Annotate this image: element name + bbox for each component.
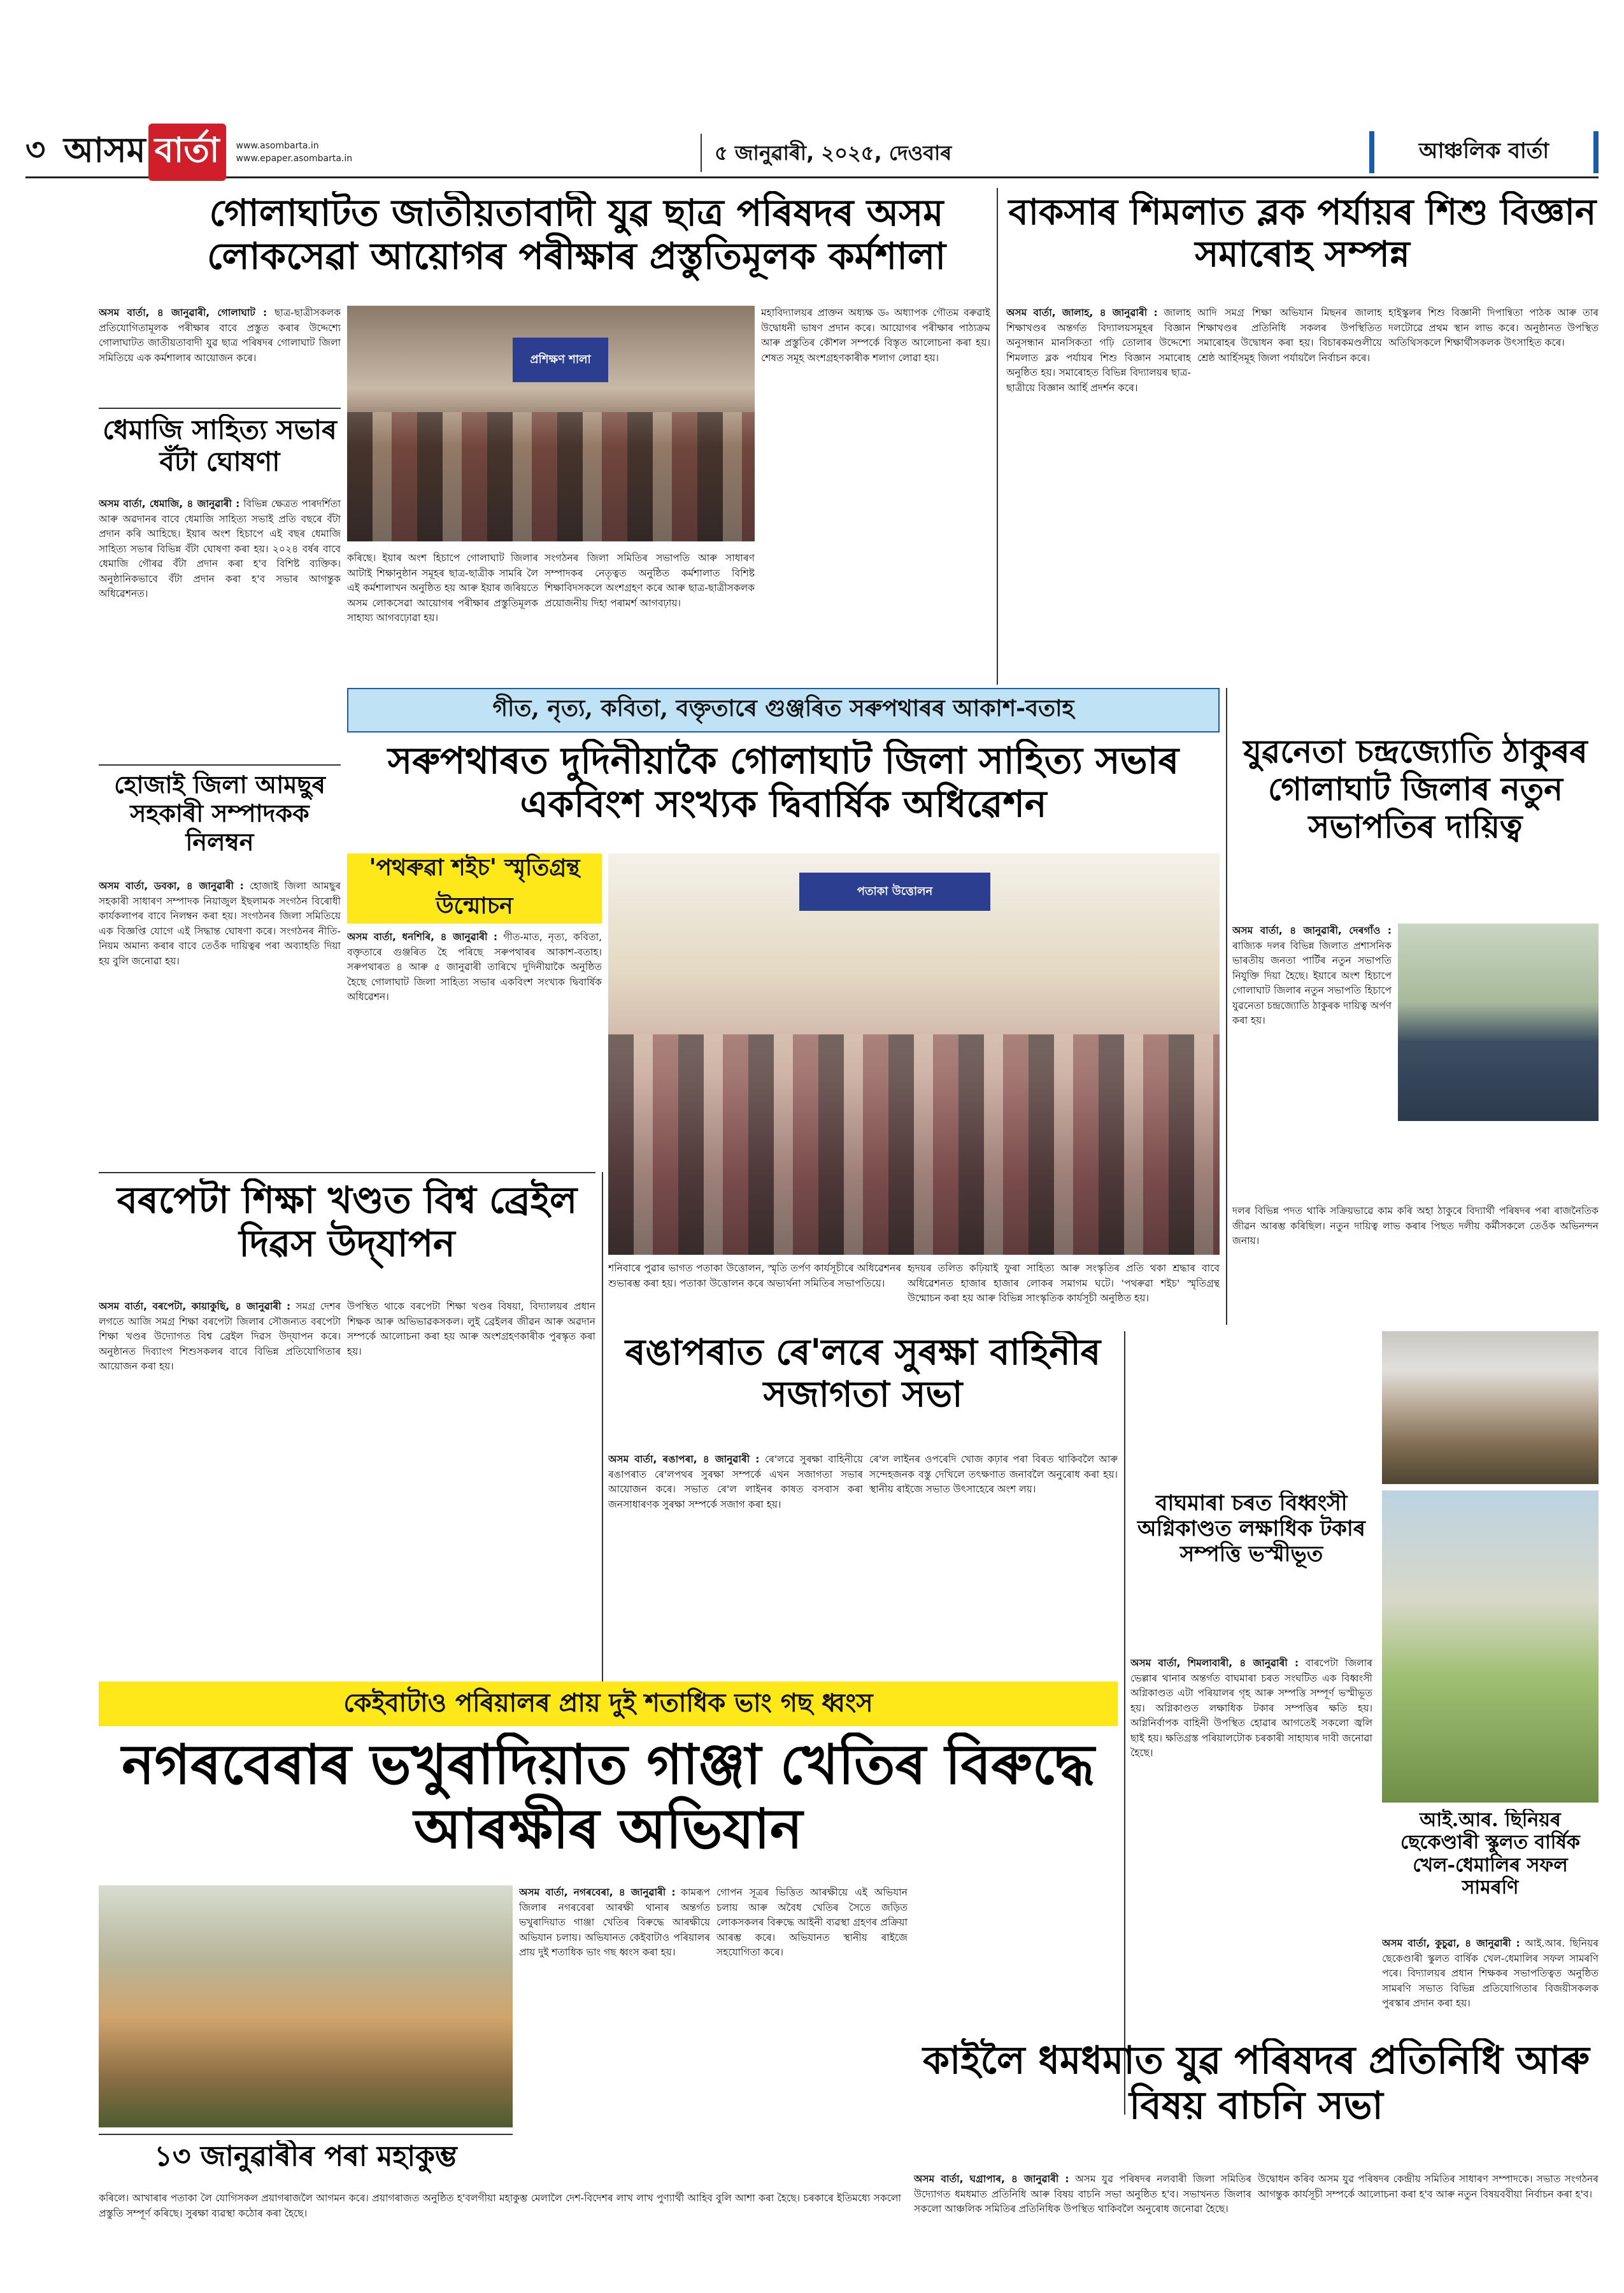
- school-sports-body: [1382, 1936, 1599, 2032]
- section-label: আঞ্চলিক বাৰ্তা: [1369, 131, 1599, 173]
- baksa-science-col2: আদি সমগ্ৰ শিক্ষা অভিযান মিছনৰ জালাহ শিক্ষাখণ্ডৰ প্ৰতিনিধি সকলৰ উপস্থিতিত সমাৰোহৰ উদ্বোধন কৰা হয়। বিচাৰকমণ্ডলীয়ে শ্ৰেষ্ঠ আৰ্হিসমূহ জিলা পৰ্যায়লৈ নিৰ্বাচন কৰে।: [1197, 307, 1382, 364]
- section-divider: [99, 2134, 513, 2135]
- issue-date: ৫ জানুৱাৰী, ২০২৫, দেওবাৰ: [701, 134, 951, 172]
- article-text: বাৰপেটা জিলাৰ ভেল্লাৰ থানাৰ অন্তৰ্গত বাঘমাৰা চৰত সংঘটিত এক বিধ্বংসী অগ্নিকাণ্ডত এটা পৰিয়ালৰ গৃহ আৰু সম্পত্তি সম্পূৰ্ণ ভস্মীভূত হয়। অগ্নিকাণ্ডত লক্ষাধিক টকাৰ সম্পত্তিৰ ক্ষতি হয়। অগ্নিনিৰ্বাপক বাহিনী উপস্থিত হোৱাৰ আগতেই সকলো জ্বলি ছাই হয়। ক্ষতিগ্ৰস্ত পৰিয়ালটোক চৰকাৰী সাহায্যৰ দাবী জনোৱা হৈছে।: [1130, 1657, 1372, 1759]
- chandrajyoti-portrait: [1398, 924, 1599, 1121]
- sarupathar-headline: সৰুপথাৰত দুদিনীয়াকৈ গোলাঘাট জিলা সাহিত্য সভাৰ একবিংশ সংখ্যক দ্বিবাৰ্ষিক অধিৱেশন: [387, 739, 1179, 826]
- workshop-banner: প্ৰশিক্ষণ শালা: [513, 338, 608, 382]
- article-text: ছাত্ৰ-ছাত্ৰীসকলক প্ৰতিযোগিতামূলক পৰীক্ষাৰ বাবে প্ৰস্তুত কৰাৰ উদ্দেশ্যে গোলাঘাটত জাতীয়তাবাদী যুৱ ছাত্ৰ পৰিষদৰ গোলাঘাট জিলা সমিতিয়ে এক কৰ্মশালাৰ আয়োজন কৰে।: [99, 307, 341, 364]
- chandrajyoti-headline: যুৱনেতা চন্দ্ৰজ্যোতি ঠাকুৰৰ গোলাঘাট জিলাৰ নতুন সভাপতিৰ দায়িত্ব: [1243, 732, 1588, 845]
- site-urls: [236, 139, 353, 165]
- hojai-headline: হোজাই জিলা আমছুৰ সহকাৰী সম্পাদকক নিলম্বন: [114, 771, 325, 856]
- bagmara-headline: বাঘমাৰা চৰত বিধ্বংসী অগ্নিকাণ্ডত লক্ষাধিক টকাৰ সম্পত্তি ভস্মীভূত: [1137, 1490, 1365, 1568]
- golaghat-workshop-col-a: কৰিছে। ইয়াৰ অংশ হিচাপে গোলাঘাট জিলাৰ আটাই শিক্ষানুষ্ঠান সমূহৰ ছাত্ৰ-ছাত্ৰীক সামৰি লৈ এই কৰ্মশালাখন অনুষ্ঠিত হয় আৰু ইয়াৰ জৰিয়তে অসম লোকসেৱা আয়োগৰ পৰীক্ষাৰ প্ৰস্তুতিমূলক সাহায্য আগবঢ়োৱা হয়।: [347, 552, 538, 624]
- dateline-lead: অসম বাৰ্তা, ধনশিৰি, ৪ জানুৱাৰী :: [347, 931, 498, 943]
- school-sports-headline-visible: আই.আৰ. ছিনিয়ৰ ছেকেণ্ডাৰী স্কুলত বাৰ্ষিক খেল-ধেমালিৰ সফল সামৰণি: [1400, 1809, 1580, 1899]
- article-text: বিভিন্ন ক্ষেত্ৰত পাৰদৰ্শিতা আৰু অৱদানৰ বাবে ধেমাজি সাহিত্য সভাই প্ৰতি বছৰে বঁটা প্ৰদান কৰি আহিছে। ইয়াৰ অংশ হিচাপে এই বছৰ ধেমাজি সাহিত্য সভাৰ বিভিন্ন বঁটা ঘোষণা কৰা হয়। ২০২৪ বৰ্ষৰ বাবে ধেমাজি গৌৰৱ বঁটা প্ৰদান কৰা হ'ব বিশিষ্ট ব্যক্তিক। অনুষ্ঠানিকভাবে বঁটা প্ৰদান কৰা হ'ব সভাৰ আগন্তুক অধিৱেশনত।: [99, 498, 341, 600]
- dateline-lead: অসম বাৰ্তা, ৪ জানুৱাৰী, দেৰগাঁও :: [1232, 925, 1392, 936]
- dateline-lead: অসম বাৰ্তা, ঘগ্ৰাপাৰ, ৪ জানুৱাৰী :: [914, 2173, 1069, 2185]
- article-text: গীত-মাত, নৃত্য, কবিতা, বক্তৃতাৰে গুঞ্জৰিত হৈ পৰিছে সৰুপথাৰৰ আকাশ-বতাহ। সৰুপথাৰত ৪ আৰু ৫ জানুৱাৰী তাৰিখে দুদিনীয়াকৈ অনুষ্ঠিত হৈছে গোলাঘাট জিলা সাহিত্য সভাৰ একবিংশ সংখ্যক দ্বিবাৰ্ষিক অধিৱেশন।: [347, 931, 602, 1003]
- site-url[interactable]: www.asombarta.in: [236, 140, 319, 151]
- braille-col1: [99, 1299, 341, 1675]
- dateline-lead: অসম বাৰ্তা, কুচুৱা, ৪ জানুৱাৰী :: [1382, 1938, 1520, 1949]
- bagmara-fire-photo: [1382, 1331, 1599, 1484]
- golaghat-workshop-intro: [99, 306, 341, 401]
- column-divider: [1124, 1331, 1125, 2115]
- sarupathar-photo: [608, 854, 1220, 1255]
- nagarbera-col1: [519, 1885, 710, 2127]
- sarupathar-sub-band: 'পথৰুৱা শইচ' স্মৃতিগ্ৰন্থ উন্মোচন: [347, 854, 602, 924]
- photo-audience: [347, 412, 755, 542]
- dhemaji-body: [99, 497, 341, 758]
- nagarbera-headline: নগৰবেৰাৰ ভখুৰাদিয়াত গাঞ্জা খেতিৰ বিৰুদ্ধে আৰক্ষীৰ অভিযান: [122, 1732, 1095, 1862]
- epaper-url[interactable]: www.epaper.asombarta.in: [236, 153, 353, 164]
- baksa-science-headline: বাকসাৰ শিমলাত ব্লক পৰ্যায়ৰ শিশু বিজ্ঞান সমাৰোহ সম্পন্ন: [1008, 191, 1597, 276]
- mahakumbha-headline: ১৩ জানুৱাৰীৰ পৰা মহাকুম্ভ: [154, 2140, 457, 2173]
- chandrajyoti-col1: [1232, 924, 1392, 1197]
- logo-part-2: বাৰ্তা: [148, 124, 226, 181]
- article-text: জালাহ শিক্ষাখণ্ডৰ অন্তৰ্গত বিদ্যালয়সমূহৰ বিজ্ঞান অনুসন্ধান মানসিকতা গঢ়ি তোলাৰ উদ্দেশ্যে শিমলাত ব্লক পৰ্যায়ৰ শিশু বিজ্ঞান সমাৰোহ অনুষ্ঠিত হয়। সমাৰোহত বিভিন্ন বিদ্যালয়ৰ ছাত্ৰ-ছাত্ৰীয়ে বিজ্ঞান আৰ্হি প্ৰদৰ্শন কৰে।: [1006, 307, 1191, 394]
- dhamdhama-headline: কাইলৈ ধমধমাত যুৱ পৰিষদৰ প্ৰতিনিধি আৰু বিষয় বাচনি সভা: [923, 2038, 1590, 2128]
- article-text: কামৰূপ জিলাৰ নগৰবেৰা আৰক্ষী থানাৰ অন্তৰ্গত ভখুৰাদিয়াত গাঞ্জা খেতিৰ বিৰুদ্ধে আৰক্ষীয়ে অভিযান চলায়। অভিযানত কেইবাটাও পৰিয়ালৰ প্ৰায় দুই শতাধিক ভাং গছ ধ্বংস কৰা হয়।: [519, 1887, 710, 1959]
- golaghat-workshop-col-b: সংগঠনৰ জিলা সমিতিৰ সভাপতি আৰু সাধাৰণ সম্পাদকৰ নেতৃত্বত অনুষ্ঠিত কৰ্মশালাত বিশিষ্ট শিক্ষাবিদসকলে অংশগ্ৰহণ কৰে আৰু ছাত্ৰ-ছাত্ৰীসকলক প্ৰয়োজনীয় দিহা পৰামৰ্শ আগবঢ়ায়।: [545, 552, 755, 609]
- section-divider: [99, 764, 341, 766]
- rangapara-col1: [608, 1452, 863, 1675]
- dateline-lead: অসম বাৰ্তা, জালাহ, ৪ জানুৱাৰী :: [1006, 307, 1158, 318]
- mahakumbha-body: কৰিলে। আখাৰাৰ পতাকা লৈ যোগিসকল প্ৰয়াগৰাজলৈ আগমন কৰে। প্ৰয়াগৰাজত অনুষ্ঠিত হ'বলগীয়া মহাকুম্ভ মেলালৈ দেশ-বিদেশৰ লাখ লাখ পুণ্যাৰ্থী আহিব বুলি আশা কৰা হৈছে। চৰকাৰে ইতিমধ্যে সকলো প্ৰস্তুতি সম্পূৰ্ণ কৰিছে। সুৰক্ষা ব্যৱস্থা কঠোৰ কৰা হৈছে।: [99, 2192, 901, 2219]
- dhemaji-headline: ধেমাজি সাহিত্য সভাৰ বঁটা ঘোষণা: [103, 414, 337, 477]
- column-divider: [602, 1172, 603, 1682]
- golaghat-workshop-photo: [347, 306, 755, 541]
- dateline-lead: অসম বাৰ্তা, ডবকা, ৪ জানুৱাৰী :: [99, 880, 244, 892]
- column-divider: [997, 188, 998, 685]
- article-text: ৰাজ্যিক দলৰ বিভিন্ন জিলাত প্ৰশাসনিক ভাৰতীয় জনতা পাৰ্টিৰ নতুন সভাপতি নিযুক্তি দিয়া হৈছে। ইয়াৰে অংশ হিচাপে গোলাঘাট জিলাৰ নতুন সভাপতি হিচাপে যুৱনেতা চন্দ্ৰজ্যোতি ঠাকুৰক দায়িত্ব অৰ্পণ কৰা হয়।: [1232, 939, 1392, 1027]
- dateline-lead: অসম বাৰ্তা, ৰঙাপৰা, ৪ জানুৱাৰী :: [608, 1454, 760, 1465]
- nagarbera-kicker-band: কেইবাটাও পৰিয়ালৰ প্ৰায় দুই শতাধিক ভাং গছ ধ্বংস: [99, 1682, 1118, 1726]
- dateline-lead: অসম বাৰ্তা, নগৰবেৰা, ৪ জানুৱাৰী :: [519, 1887, 676, 1898]
- article-text: অসম যুৱ পৰিষদৰ নলবাৰী জিলা সমিতিৰ উদ্যোগত ধমধমাত প্ৰতিনিধি আৰু বিষয় বাচনি সভা অনুষ্ঠিত হ'ব। সভাখনত জিলাৰ সকলো আঞ্চলিক সমিতিৰ প্ৰতিনিধিক উপস্থিত থাকিবলৈ অনুৰোধ জনোৱা হৈছে।: [914, 2173, 1251, 2215]
- nagarbera-raid-photo: [99, 1885, 513, 2127]
- hojai-body: [99, 879, 341, 1166]
- dhamdhama-col1: [914, 2172, 1251, 2280]
- chandrajyoti-col2: দলৰ বিভিন্ন পদত থাকি সক্ৰিয়ভাৱে কাম কৰি অহা ঠাকুৰে বিদ্যাৰ্থী পৰিষদৰ পৰা ৰাজনৈতিক জীৱন আৰম্ভ কৰিছিল। নতুন দায়িত্ব লাভ কৰাৰ পিছত দলীয় কৰ্মীসকলে তেওঁক অভিনন্দন জনায়।: [1232, 1205, 1599, 1247]
- section-divider: [99, 1172, 595, 1173]
- article-text: হোজাই জিলা আমছুৰ সহকাৰী সাধাৰণ সম্পাদক নিয়াজুল ইছলামক সংগঠন বিৰোধী কাৰ্যকলাপৰ বাবে নিলম্বন কৰা হয়। সংগঠনৰ জিলা সমিতিয়ে এক বিজ্ঞপ্তি যোগে এই সিদ্ধান্ত ঘোষণা কৰে। সংগঠনৰ নীতি-নিয়ম অমান্য কৰাৰ বাবে তেওঁক দায়িত্বৰ পৰা অব্যাহতি দিয়া হয় বুলি জনোৱা হয়।: [99, 880, 341, 967]
- photo-audience: [608, 1034, 1220, 1255]
- dhamdhama-col2: উদ্বোধন কৰিব অসম যুৱ পৰিষদৰ কেন্দ্ৰীয় সমিতিৰ সাধাৰণ সম্পাদকে। সভাত সংগঠনৰ আগন্তুক কাৰ্যসূচী সম্পৰ্কে আলোচনা কৰা হ'ব আৰু নতুন বিষয়ববীয়া নিৰ্বাচন কৰা হ'ব।: [1258, 2173, 1599, 2200]
- stage-banner: পতাকা উত্তোলন: [799, 873, 990, 911]
- nagarbera-col2: গোপন সূত্ৰৰ ভিত্তিত আৰক্ষীয়ে এই অভিযান চলায় আৰু অবৈধ খেতিৰ সৈতে জড়িত লোকসকলৰ বিৰুদ্ধে আইনী ব্যৱস্থা গ্ৰহণৰ প্ৰক্ৰিয়া আৰম্ভ কৰে। অভিযানত স্থানীয় ৰাইজে সহযোগিতা কৰে।: [716, 1887, 908, 1959]
- baksa-science-col1: [1006, 306, 1191, 688]
- braille-col2: উপস্থিত থাকে বৰপেটা শিক্ষা খণ্ডৰ বিষয়া, বিদ্যালয়ৰ প্ৰধান শিক্ষক আৰু অভিভাৱকসকল। লুই ব্ৰেইলৰ জীৱন আৰু অৱদান সম্পৰ্কে আলোচনা কৰা হয় আৰু অংশগ্ৰহণকাৰীক পুৰস্কৃত কৰা হয়।: [347, 1301, 595, 1357]
- braille-headline: বৰপেটা শিক্ষা খণ্ডত বিশ্ব ব্ৰেইল দিৱস উদ্‌যাপন: [117, 1178, 578, 1266]
- logo-part-1: আসম: [64, 129, 146, 170]
- baksa-science-col3: হাইস্কুলৰ শিশু বিজ্ঞানী দিপান্বিতা পাঠক আৰু তাৰ দলটোৱে প্ৰথম স্থান লাভ কৰে। অনুষ্ঠানত উপস্থিত অতিথিসকলে শিক্ষাৰ্থীসকলক উৎসাহিত কৰে।: [1388, 307, 1599, 349]
- sarupathar-col3: হৃদয়ৰ তলিত কঢ়িয়াই ফুৰা সাহিত্য আৰু সংস্কৃতিৰ প্ৰতি থকা শ্ৰদ্ধাৰ বাবে অধিৱেশনত হাজাৰ হাজাৰ লোকৰ সমাগম ঘটে। 'পথৰুৱা শইচ' স্মৃতিগ্ৰন্থ উন্মোচন কৰা হয় আৰু বিভিন্ন সাংস্কৃতিক কাৰ্যসূচী অনুষ্ঠিত হয়।: [908, 1262, 1220, 1304]
- dateline-lead: অসম বাৰ্তা, বৰপেটা, কায়াকুছি, ৪ জানুৱাৰী :: [99, 1301, 291, 1312]
- rangapara-headline: ৰঙাপৰাত ৰে'লৰে সুৰক্ষা বাহিনীৰ সজাগতা সভা: [625, 1331, 1101, 1416]
- bagmara-scene-photo: [1382, 1490, 1599, 1803]
- dateline-lead: অসম বাৰ্তা, ৪ জানুৱাৰী, গোলাঘাট :: [99, 307, 267, 318]
- article-text: সমগ্ৰ দেশৰ লগতে আজি সমগ্ৰ শিক্ষা বৰপেটা জিলাৰ সৌজন্যত বৰপেটা শিক্ষা খণ্ডৰ উদ্যোগত বিশ্ব ব্ৰেইল দিৱস উদ্‌যাপন কৰে। অনুষ্ঠানত দিব্যাংগ শিশুসকলৰ বাবে বিভিন্ন প্ৰতিযোগিতাৰ আয়োজন কৰা হয়।: [99, 1301, 341, 1373]
- newspaper-logo[interactable]: [64, 130, 226, 175]
- article-text: আই.আৰ. ছিনিয়ৰ ছেকেণ্ডাৰী স্কুলত বাৰ্ষিক খেল-ধেমালিৰ সফল সামৰণি পৰে। বিদ্যালয়ৰ প্ৰধান শিক্ষকৰ সভাপতিত্বত অনুষ্ঠিত সামৰণি সভাত বিভিন্ন প্ৰতিযোগিতাৰ বিজয়ীসকলক পুৰস্কাৰ প্ৰদান কৰা হয়।: [1382, 1938, 1599, 2010]
- sarupathar-col2: শনিবাৰে পুৱাৰ ভাগত পতাকা উত্তোলন, স্মৃতি তৰ্পণ কাৰ্যসূচীৰে অধিৱেশনৰ শুভাৰম্ভ কৰা হয়। পতাকা উত্তোলন কৰে অভ্যৰ্থনা সমিতিৰ সভাপতিয়ে।: [608, 1262, 901, 1289]
- masthead: [25, 127, 1599, 178]
- dateline-lead: অসম বাৰ্তা, শিমলাবাৰী, ৪ জানুৱাৰী :: [1130, 1657, 1299, 1669]
- sarupathar-kicker-band: গীত, নৃত্য, কবিতা, বক্তৃতাৰে গুঞ্জৰিত সৰুপথাৰৰ আকাশ-বতাহ: [347, 688, 1220, 732]
- golaghat-workshop-col3: মহাবিদ্যালয়ৰ প্ৰাক্তন অধ্যক্ষ ড৹ অধ্যাপক গৌতম বৰুৱাই উদ্বোধনী ভাষণ প্ৰদান কৰে। আয়োগৰ পৰীক্ষাৰ পাঠ্যক্ৰম আৰু প্ৰস্তুতিৰ কৌশল সম্পৰ্কে বিস্তৃত আলোচনা কৰা হয়। শেষত সমূহ অংশগ্ৰহণকাৰীক শলাগ লোৱা হয়।: [761, 307, 990, 364]
- golaghat-workshop-headline: গোলাঘাটত জাতীয়তাবাদী যুৱ ছাত্ৰ পৰিষদৰ অসম লোকসেৱা আয়োগৰ পৰীক্ষাৰ প্ৰস্তুতিমূলক কৰ্মশালা: [206, 191, 946, 278]
- rangapara-col2: ৰে'ল লাইনৰ ওপৰেদি খোজ কঢ়াৰ পৰা বিৰত থাকিবলৈ আৰু সন্দেহজনক বস্তু দেখিলে তৎক্ষণাত জনাবলৈ অনুৰোধ কৰা হয়। স্থানীয় ৰাইজে সভাত উৎসাহেৰে অংশ লয়।: [869, 1454, 1118, 1496]
- article-text: ৰে'লৱে সুৰক্ষা বাহিনীয়ে ৰঙাপৰাত ৰে'লপথৰ সুৰক্ষা সম্পৰ্কে এখন সজাগতা সভাৰ আয়োজন কৰে। সভাত ৰে'ল লাইনৰ কাষত বসবাস কৰা জনসাধাৰণক সুৰক্ষা সম্পৰ্কে সজাগ কৰা হয়।: [608, 1454, 863, 1510]
- column-divider: [1226, 688, 1227, 1325]
- page-number: ৩: [25, 132, 46, 168]
- section-divider: [99, 408, 341, 409]
- dateline-lead: অসম বাৰ্তা, ধেমাজি, ৪ জানুৱাৰী :: [99, 498, 240, 510]
